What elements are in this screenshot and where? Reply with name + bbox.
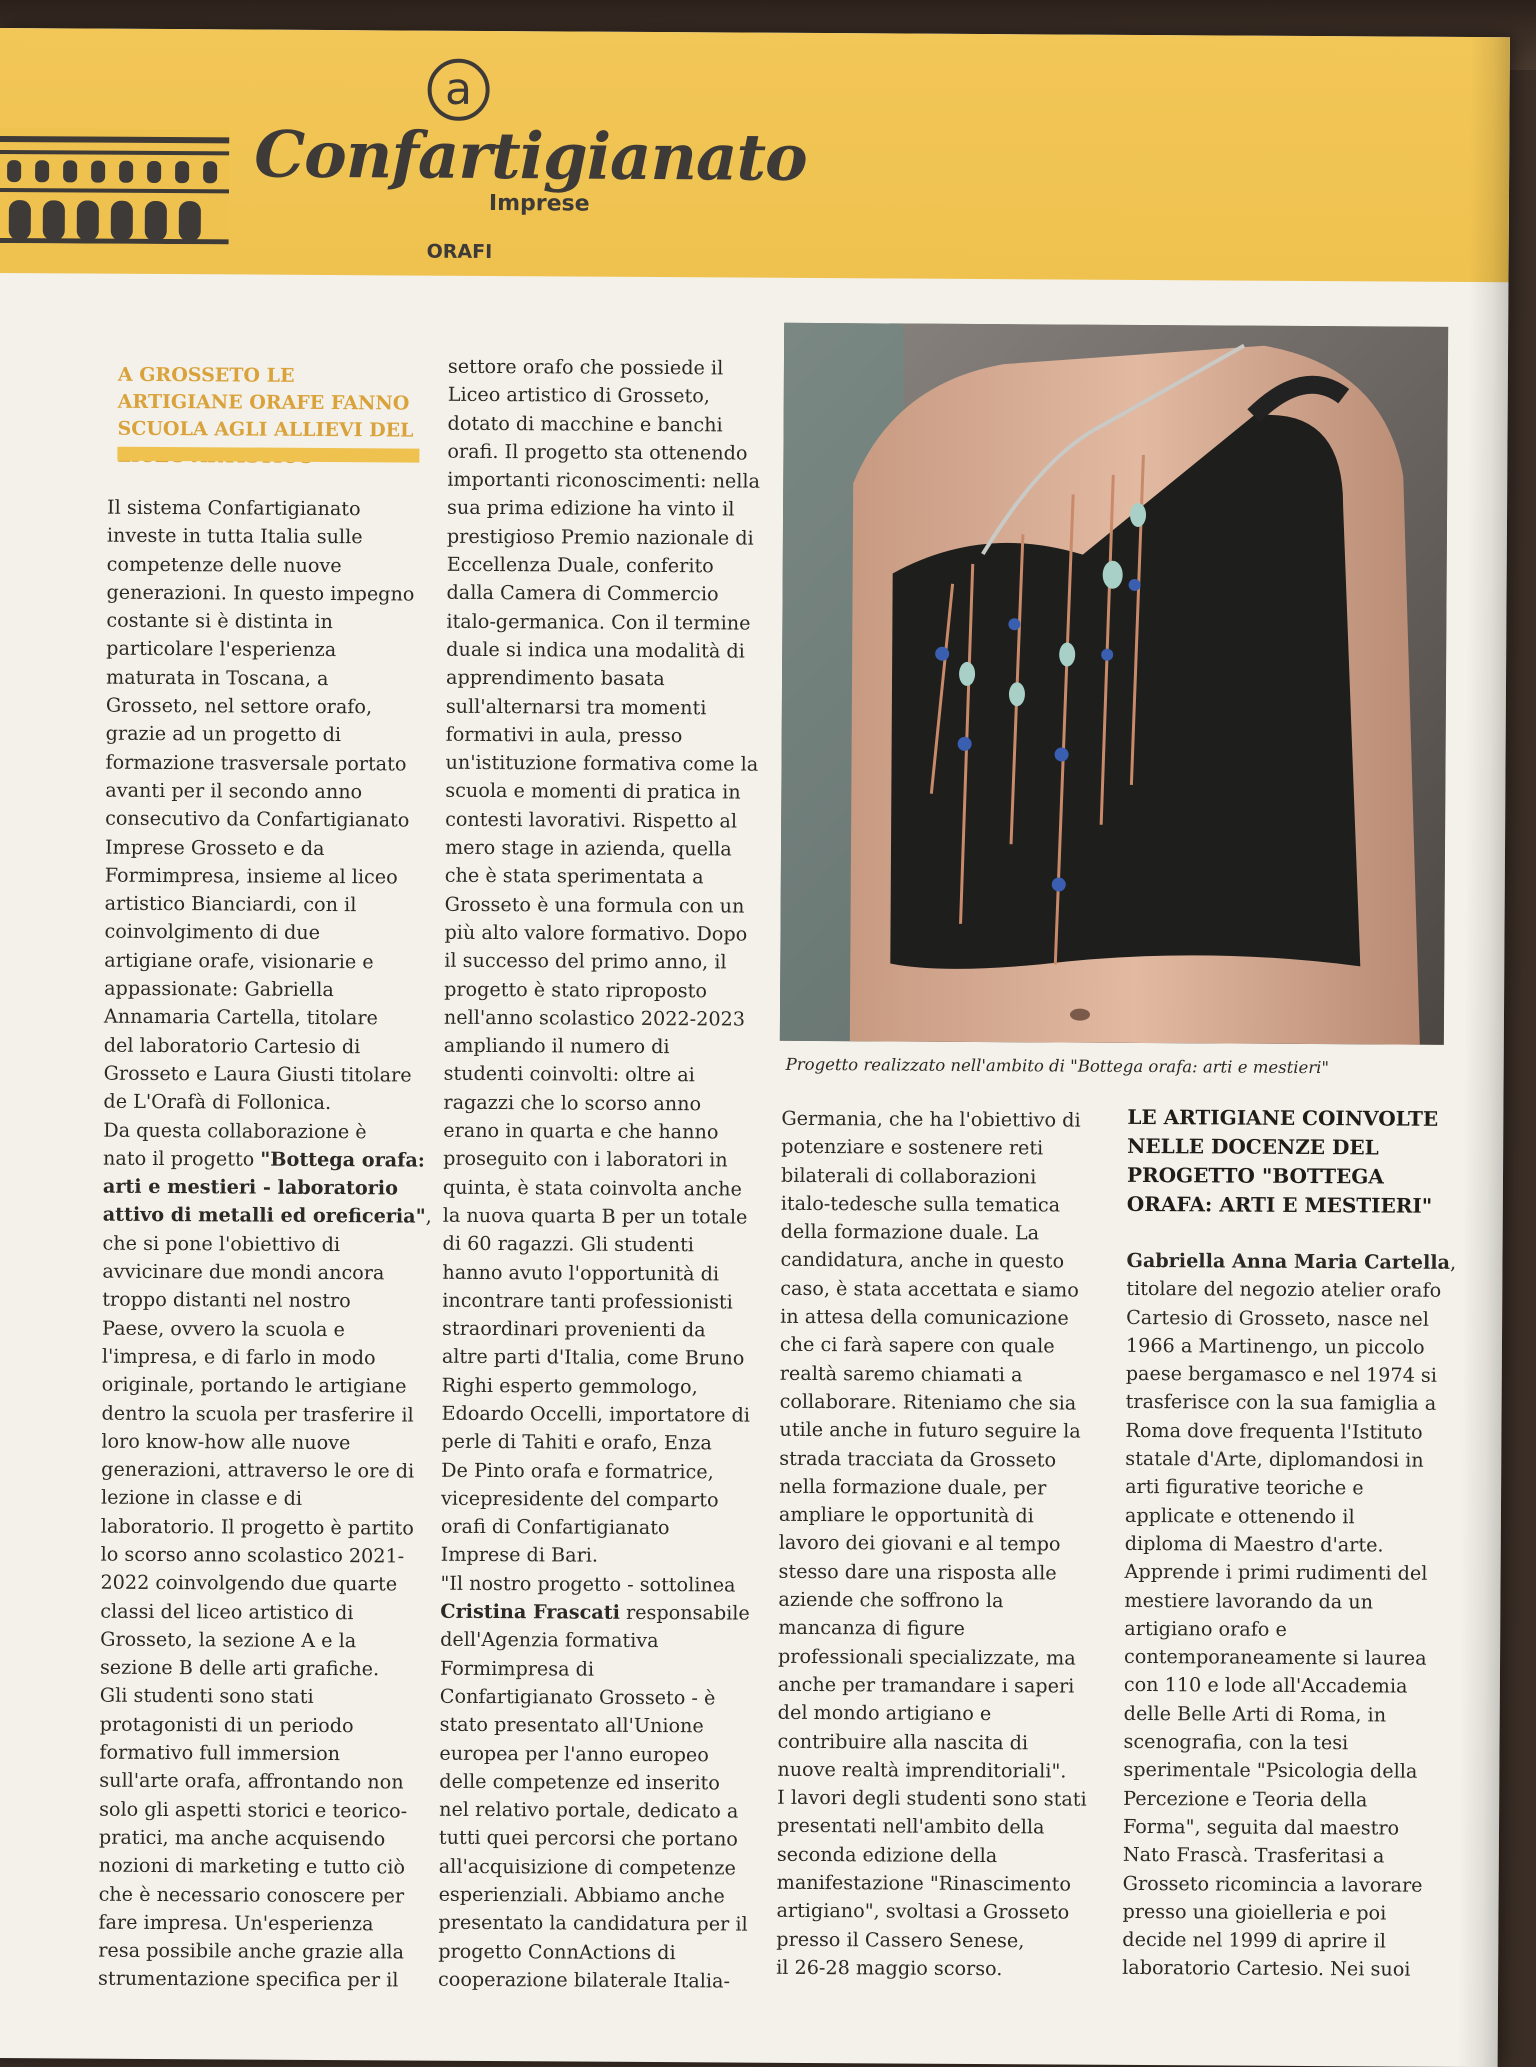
artisan-name: Gabriella Anna Maria Cartella [1126,1248,1451,1274]
kicker-underline [117,447,419,463]
column-4-text: , titolare del negozio atelier orafo Cartesio di Grosseto, nasce nel 1966 a Martinengo, un piccolo paese bergamasco e nel 1974 si trasferisce con la sua famiglia a Roma dove frequenta l'Istituto statale d'Arte, diplomandosi in arti figurative teoriche e applicate e ottenendo il diploma di Maestro d'arte. Apprende i primi rudimenti del mestiere lavorando da un artigiano orafo e contemporaneamente si laurea con 110 e lode all'Accademia delle Belle Arti di Roma, in scenografia, con la tesi sperimentale "Psicologia della Percezione e Teoria della Forma", seguita dal maestro Nato Frascà. Trasferitasi a Grosseto ricomincia a lavorare presso una gioielleria e poi decide nel 1999 di aprire il laboratorio Cartesio. Nei suoi [1122,1250,1457,1982]
column-1 [98,494,437,1996]
magazine-page [0,28,1510,2067]
brand-subtitle: Imprese [488,190,590,217]
building-illustration [0,128,229,244]
column-1-text-a: Il sistema Confartigianato investe in tutta Italia sulle competenze delle nuove generazioni. In questo impegno costante si è distinta in particolare l'esperienza maturata in Toscana, a Grosseto, nel settore orafo, grazie ad un progetto di formazione trasversale portato avanti per il secondo anno consecutivo da Confartigianato Imprese Grosseto e da Formimpresa, insieme al liceo artistico Bianciardi, con il coinvolgimento di due artigiane orafe, visionarie e appassionate: Gabriella Annamaria Cartella, titolare del laboratorio Cartesio di Grosseto e Laura Giusti titolare de L'Orafà di Follonica. Da questa collaborazione è nato il progetto [103,495,415,1171]
brand-name: Confartigianato [253,117,807,196]
column-2-text-a: settore orafo che possiede il Liceo artistico di Grosseto, dotato di macchine e banchi orafi. Il progetto sta ottenendo importanti riconoscimenti: nella sua prima edizione ha vinto il prestigioso Premio nazionale di Eccellenza Duale, conferito dalla Camera di Commercio italo-germanica. Con il termine duale si indica una modalità di apprendimento basata sull'alternarsi tra momenti formativi in aula, presso un'istituzione formativa come la scuola e momenti di pratica in contesti lavorativi. Rispetto al mero stage in azienda, quella che è stata sperimentata a Grosseto è una formula con un più alto valore formativo. Dopo il successo del primo anno, il progetto è stato riproposto nell'anno scolastico 2022-2023 ampliando il numero di studenti coinvolti: oltre ai ragazzi che lo scorso anno erano in quarta e che hanno proseguito con i laboratori in quinta, è stata coinvolta anche la nuova quarta B per un totale di 60 ragazzi. Gli studenti hanno avuto l'opportunità di incontrare tanti professionisti straordinari provenienti da altre parti d'Italia, come Bruno Righi esperto gemmologo, Edoardo Occelli, importatore di perle di Tahiti e orafo, Enza De Pinto orafa e formatrice, vicepresidente del comparto orafi di Confartigianato Imprese di Bari. "Il nostro progetto - sottolinea [440,354,761,1597]
page-curl-shadow [1458,37,1510,2067]
photo-caption: Progetto realizzato nell'ambito di "Bottega orafa: arti e mestieri" [785,1054,1330,1078]
logo-circle-icon [427,59,489,121]
column-2-text-b: responsabile dell'Agenzia formativa Formimpresa di Confartigianato Grosseto - è stato presentato all'Unione europea per l'anno europeo delle competenze ed inserito nel relativo portale, dedicato a tutti quei percorsi che portano all'acquisizione di competenze esperienziali. Abbiamo anche presentato la candidatura per il progetto ConnActions di cooperazione bilaterale Italia- [438,1600,750,1993]
column-1-text-b: , che si pone l'obiettivo di avvicinare due mondi ancora troppo distanti nel nostro Paese, ovvero la scuola e l'impresa, e di farlo in modo originale, portando le artigiane dentro la scuola per trasferire il loro know-how alle nuove generazioni, attraverso le ore di lezione in classe e di laboratorio. Il progetto è partito lo scorso anno scolastico 2021- 2022 coinvolgendo due quarte classi del liceo artistico di Grosseto, la sezione A e la sezione B delle arti grafiche. Gli studenti sono stati protagonisti di un periodo formativo full immersion sull'arte orafa, affrontando non solo gli aspetti storici e teorico- pratici, ma anche acquisendo nozioni di marketing e tutto ciò che è necessario conoscere per fare impresa. Un'esperienza resa possibile anche grazie alla strumentazione specifica per il [98,1205,432,1992]
article-photo [780,323,1448,1045]
logo-letter: a [444,63,473,115]
column-4 [1122,1247,1466,1985]
sidebar-heading: LE ARTIGIANE COINVOLTE NELLE DOCENZE DEL PROGETTO "BOTTEGA ORAFA: ARTI E MESTIERI" [1126,1104,1439,1218]
section-label: ORAFI [426,240,493,264]
quoted-person: Cristina Frascati [440,1599,620,1624]
column-2 [438,353,778,1996]
article-kicker: A GROSSETO LE ARTIGIANE ORAFE FANNO SCUOLA AGLI ALLIEVI DEL [117,363,414,442]
column-3: Germania, che ha l'obiettivo di potenziare e sostenere reti bilaterali di collaborazioni italo-tedesche sulla tematica della formazione duale. La candidatura, anche in questo caso, è stata accettata e siamo in attesa della comunicazione che ci farà sapere con quale realtà saremo chiamati a collaborare. Riteniamo che sia utile anche in futuro seguire la strada tracciata da Grosseto nella formazione duale, per ampliare le opportunità di lavoro dei giovani e al tempo stesso dare una risposta alle aziende che soffrono la mancanza di figure professionali specializzate, ma anche per tramandare i saperi del mondo artigiano e contribuire alla nascita di nuove realtà imprenditoriali". I lavori degli studenti sono stati presentati nell'ambito della seconda edizione della manifestazione "Rinascimento artigiano", svoltasi a Grosseto presso il Cassero Senese, il 26-28 maggio scorso. [776,1106,1087,1981]
project-title: "Bottega orafa: arti e mestieri - laboratorio attivo di metalli ed oreficeria" [102,1147,426,1229]
